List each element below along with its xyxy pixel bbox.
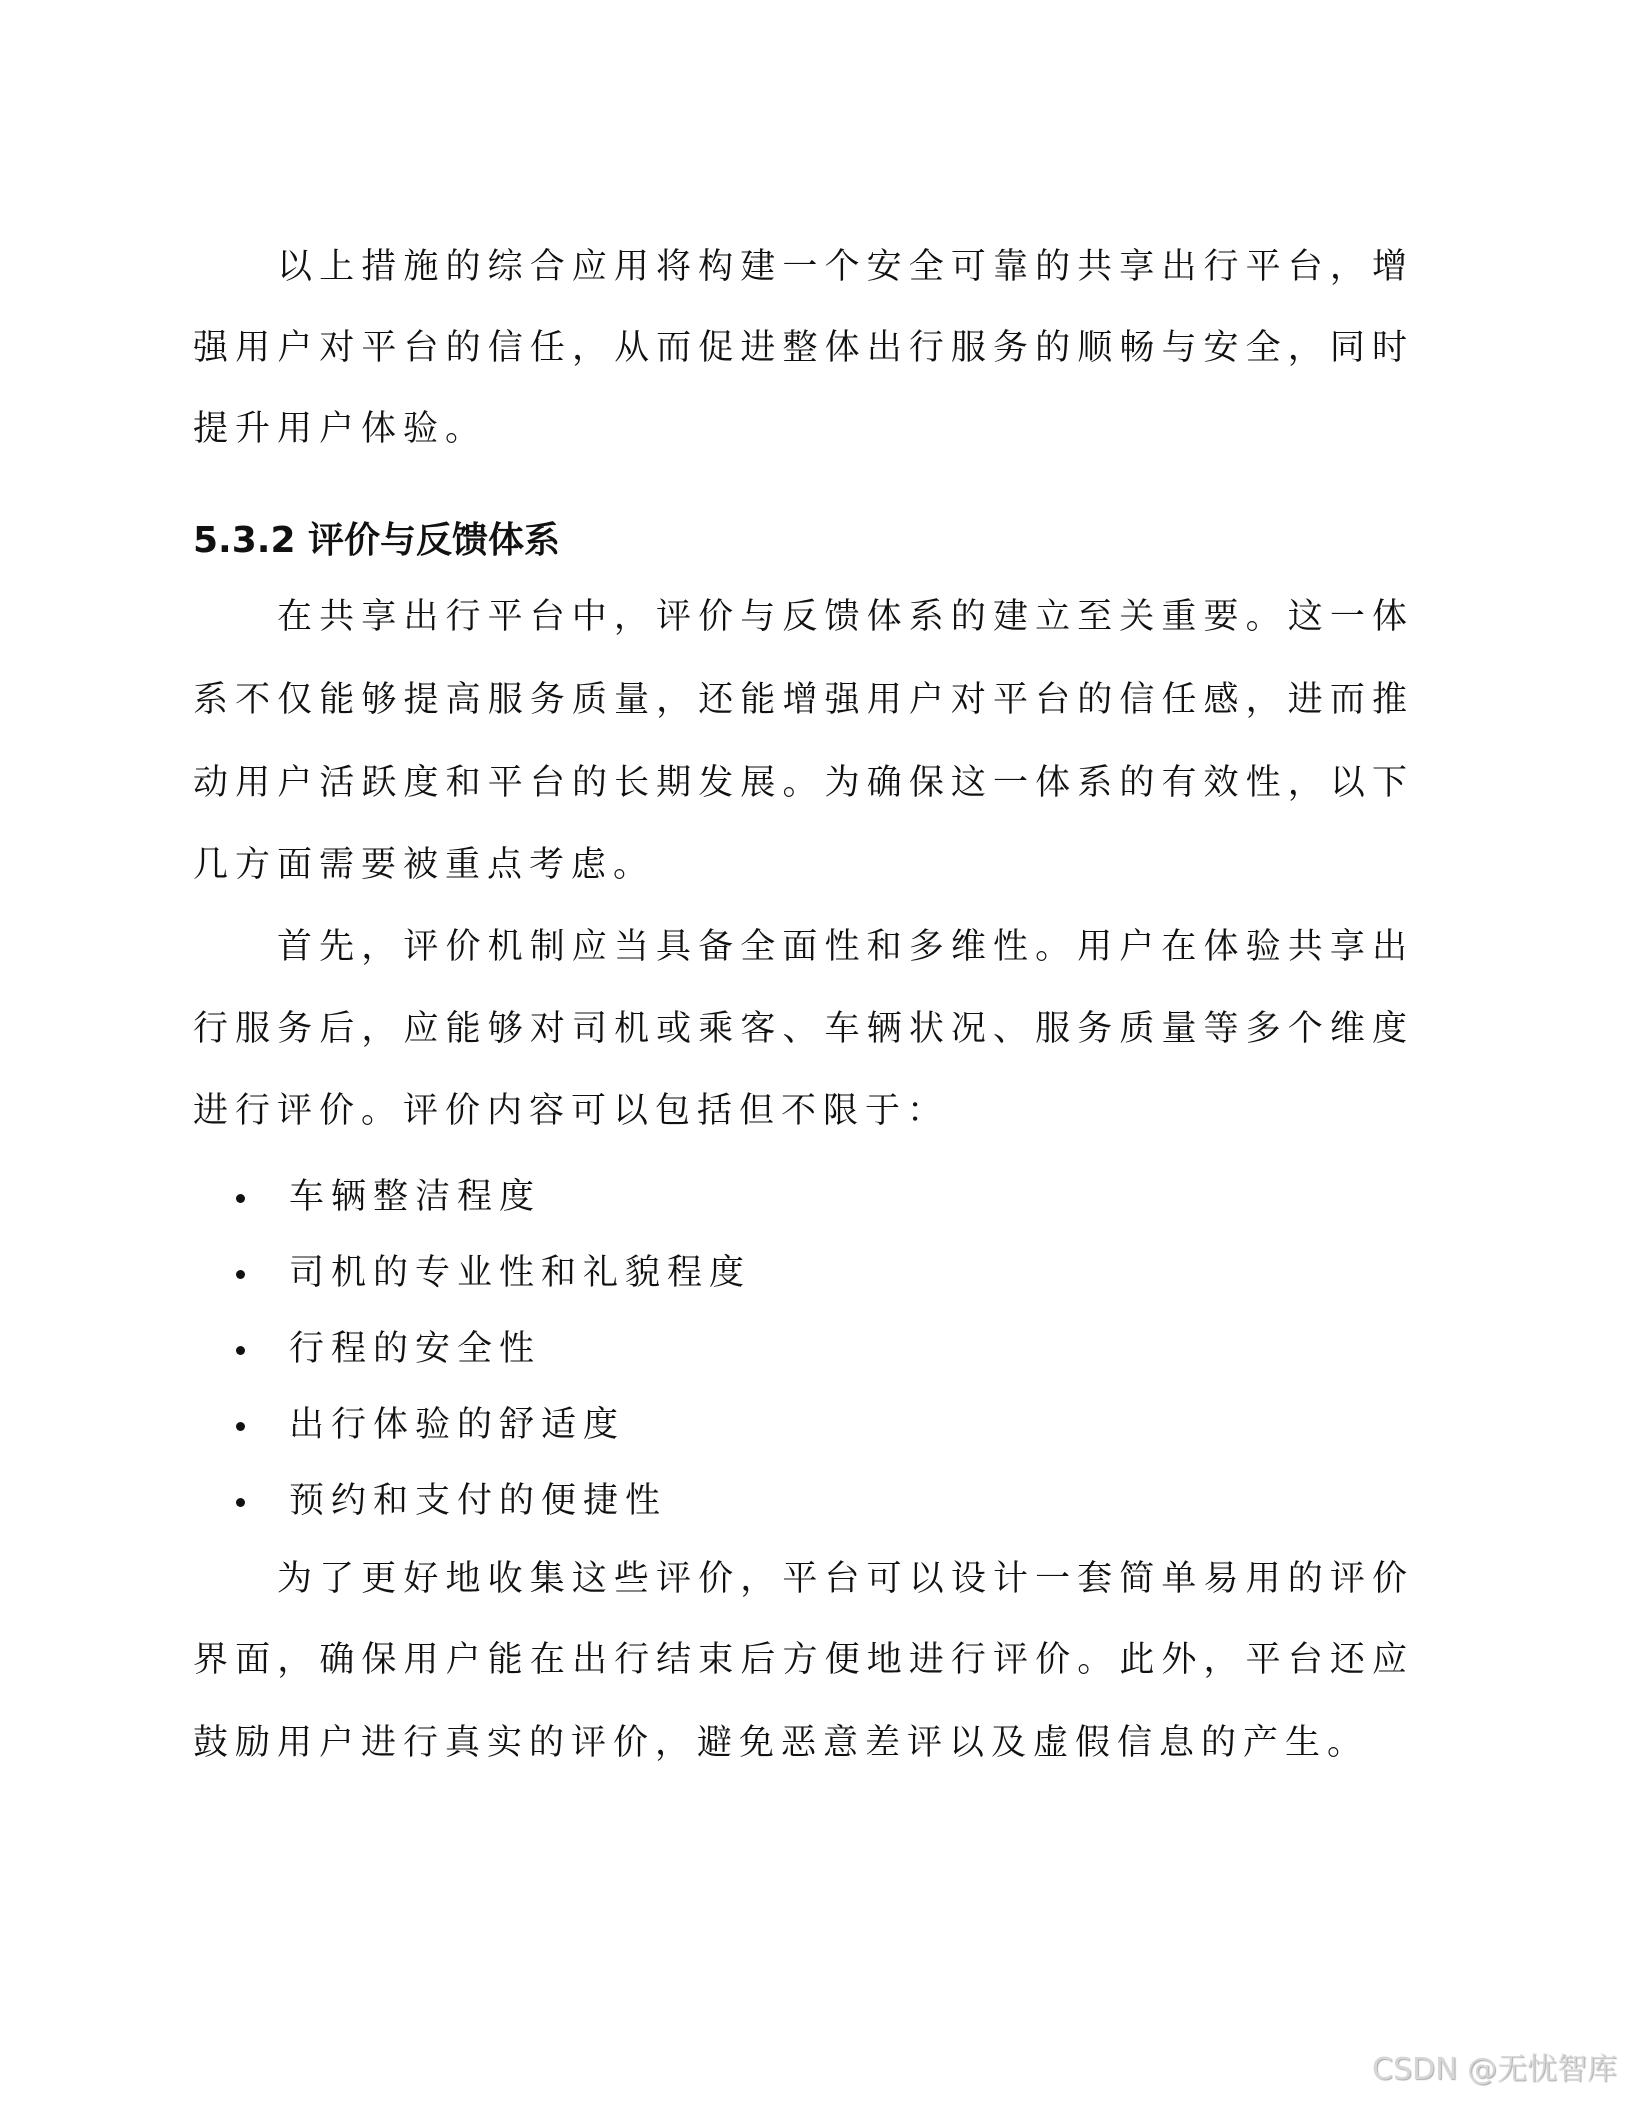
text-line: 进行评价。评价内容可以包括但不限于： <box>193 1091 950 1131</box>
text-line: 以上措施的综合应用将构建一个安全可靠的共享出行平台，增 <box>277 247 1413 287</box>
list-item-text: 车辆整洁程度 <box>289 1177 542 1217</box>
text-line: 首先，评价机制应当具备全面性和多维性。用户在体验共享出 <box>277 927 1413 967</box>
watermark: CSDN @无忧智库 <box>1372 2052 1618 2087</box>
text-line: 动用户活跃度和平台的长期发展。为确保这一体系的有效性，以下 <box>193 763 1413 803</box>
bullet-icon <box>236 1194 245 1203</box>
text-line: 提升用户体验。 <box>193 409 488 449</box>
list-item-text: 行程的安全性 <box>289 1329 542 1369</box>
bullet-icon <box>236 1270 245 1279</box>
text-line: 界面，确保用户能在出行结束后方便地进行评价。此外，平台还应 <box>193 1640 1413 1680</box>
list-item-text: 司机的专业性和礼貌程度 <box>289 1253 752 1293</box>
text-line: 几方面需要被重点考虑。 <box>193 845 656 885</box>
text-line: 为了更好地收集这些评价，平台可以设计一套简单易用的评价 <box>277 1559 1413 1599</box>
text-line: 鼓励用户进行真实的评价，避免恶意差评以及虚假信息的产生。 <box>193 1723 1370 1763</box>
text-line: 在共享出行平台中，评价与反馈体系的建立至关重要。这一体 <box>277 597 1413 637</box>
text-line: 强用户对平台的信任，从而促进整体出行服务的顺畅与安全，同时 <box>193 328 1413 368</box>
bullet-icon <box>236 1422 245 1431</box>
text-line: 行服务后，应能够对司机或乘客、车辆状况、服务质量等多个维度 <box>193 1009 1413 1049</box>
section-heading: 5.3.2 评价与反馈体系 <box>193 520 561 561</box>
list-item-text: 预约和支付的便捷性 <box>289 1481 668 1521</box>
list-item-text: 出行体验的舒适度 <box>289 1405 626 1445</box>
bullet-icon <box>236 1346 245 1355</box>
text-line: 系不仅能够提高服务质量，还能增强用户对平台的信任感，进而推 <box>193 680 1413 720</box>
bullet-icon <box>236 1498 245 1507</box>
